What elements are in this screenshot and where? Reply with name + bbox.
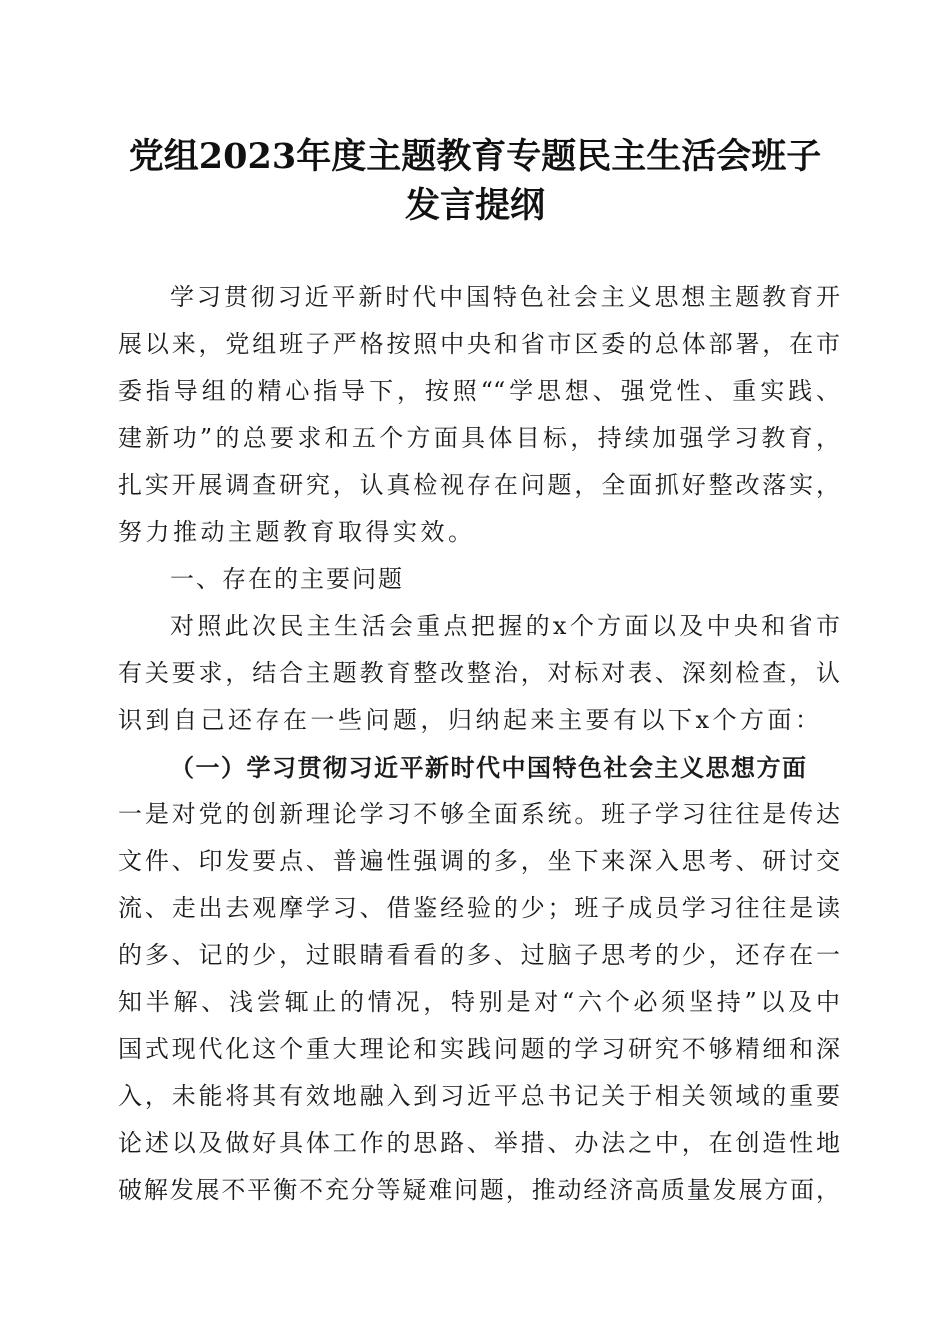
section-1-line-1: 对照此次民主生活会重点把握的x个方面以及中央和省市 <box>170 612 840 640</box>
subsection-1-line-9: 破解发展不平衡不充分等疑难问题，推动经济高质量发展方面， <box>118 1176 840 1204</box>
section-1-heading: 一、存在的主要问题 <box>170 565 404 593</box>
subsection-1-heading: （一）学习贯彻习近平新时代中国特色社会主义思想方面 <box>170 753 808 782</box>
subsection-1-line-1: 一是对党的创新理论学习不够全面系统。班子学习往往是传达 <box>118 800 840 828</box>
intro-line-2: 展以来，党组班子严格按照中央和省市区委的总体部署，在市 <box>118 330 840 358</box>
subsection-1-line-5: 知半解、浅尝辄止的情况，特别是对“六个必须坚持”以及中 <box>118 988 840 1016</box>
subsection-1-line-3: 流、走出去观摩学习、借鉴经验的少；班子成员学习往往是读 <box>118 894 840 922</box>
intro-line-3: 委指导组的精心指导下，按照““学思想、强党性、重实践、 <box>118 377 840 405</box>
document-title-line-1: 党组2023年度主题教育专题民主生活会班子 <box>128 136 822 177</box>
subsection-1-line-2: 文件、印发要点、普遍性强调的多，坐下来深入思考、研讨交 <box>118 847 840 875</box>
subsection-1-line-4: 的多、记的少，过眼睛看看的多、过脑子思考的少，还存在一 <box>118 941 840 969</box>
intro-line-5: 扎实开展调查研究，认真检视存在问题，全面抓好整改落实， <box>118 471 840 499</box>
document-body <box>118 274 840 1214</box>
intro-line-6: 努力推动主题教育取得实效。 <box>118 518 476 546</box>
section-1-line-3: 识到自己还存在一些问题，归纳起来主要有以下x个方面： <box>118 706 823 734</box>
section-1-line-2: 有关要求，结合主题教育整改整治，对标对表、深刻检查，认 <box>118 659 840 687</box>
subsection-1-line-8: 论述以及做好具体工作的思路、举措、办法之中，在创造性地 <box>118 1129 840 1157</box>
subsection-1-line-6: 国式现代化这个重大理论和实践问题的学习研究不够精细和深 <box>118 1035 840 1063</box>
intro-line-4: 建新功”的总要求和五个方面具体目标，持续加强学习教育， <box>118 424 840 452</box>
intro-line-1: 学习贯彻习近平新时代中国特色社会主义思想主题教育开 <box>170 283 840 311</box>
subsection-1-line-7: 入，未能将其有效地融入到习近平总书记关于相关领域的重要 <box>118 1082 840 1110</box>
document-title-line-2: 发言提纲 <box>404 185 545 226</box>
